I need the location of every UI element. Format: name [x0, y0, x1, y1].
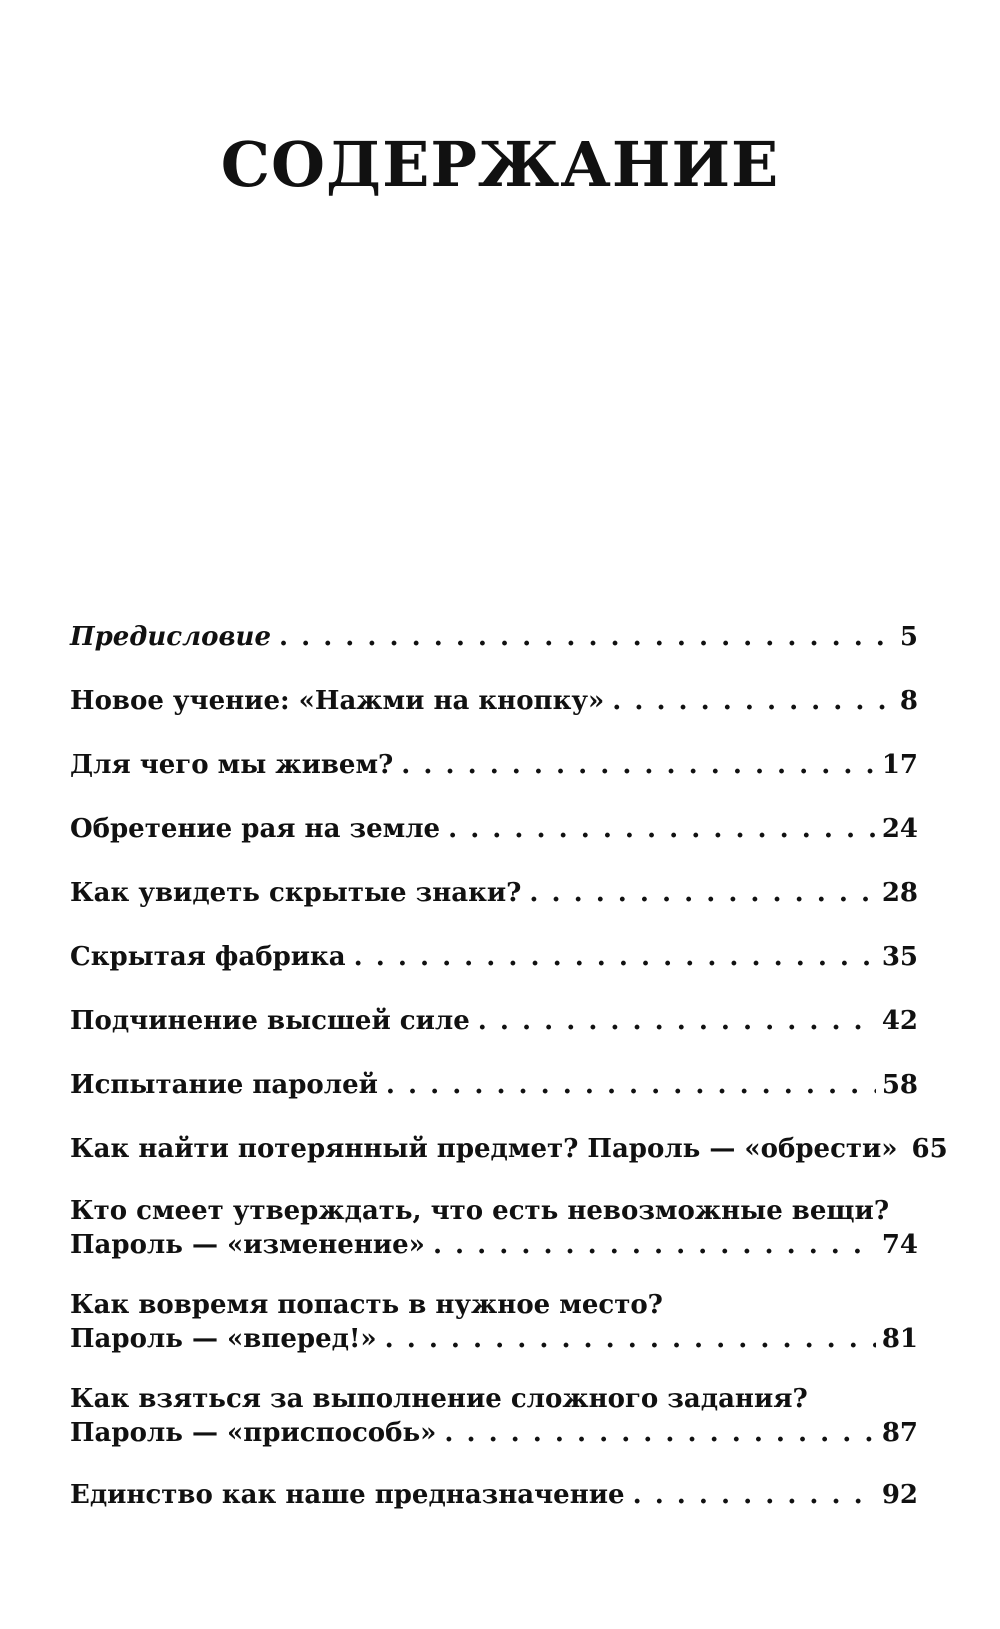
entry-title: Скрытая фабрика — [70, 942, 346, 972]
entry-page-number: 81 — [881, 1324, 918, 1354]
entry-title-first-line: Как взяться за выполнение сложного задания? — [70, 1384, 808, 1414]
entry-page-number: 58 — [881, 1070, 918, 1100]
entry-page-number: 42 — [881, 1006, 918, 1036]
entry-page-number: 8 — [899, 686, 918, 716]
entry-page-number: 65 — [911, 1134, 948, 1164]
dot-leader — [401, 748, 876, 782]
entry-title: Как увидеть скрытые знаки? — [70, 878, 522, 908]
entry-page-number: 24 — [881, 814, 918, 844]
dot-leader — [633, 1478, 876, 1512]
entry-page-number: 87 — [881, 1418, 918, 1448]
toc-entry[interactable] — [70, 1004, 918, 1038]
toc-entry[interactable] — [70, 684, 918, 718]
dot-leader — [386, 1068, 876, 1102]
entry-title: Новое учение: «Нажми на кнопку» — [70, 686, 605, 716]
toc-entry[interactable] — [70, 1194, 918, 1262]
entry-title: Пароль — «вперед!» — [70, 1324, 377, 1354]
entry-page-number: 17 — [881, 750, 918, 780]
entry-page-number: 74 — [881, 1230, 918, 1260]
entry-title: Единство как наше предназначение — [70, 1480, 625, 1510]
toc-entry[interactable] — [70, 876, 918, 910]
entry-title: Пароль — «изменение» — [70, 1230, 425, 1260]
toc-entry[interactable] — [70, 1288, 918, 1356]
toc-entry[interactable] — [70, 1382, 918, 1450]
toc-entry[interactable] — [70, 1068, 918, 1102]
entry-page-number: 28 — [881, 878, 918, 908]
dot-leader — [478, 1004, 876, 1038]
entry-title: Обретение рая на земле — [70, 814, 441, 844]
entry-page-number: 5 — [899, 622, 918, 652]
toc-entry[interactable] — [70, 748, 918, 782]
dot-leader — [444, 1416, 875, 1450]
entry-title: Предисловие — [70, 622, 271, 652]
toc-entry-preface[interactable] — [70, 620, 918, 654]
toc-entry[interactable] — [70, 940, 918, 974]
page-title: СОДЕРЖАНИЕ — [220, 128, 780, 201]
toc-entry[interactable] — [70, 1478, 918, 1512]
entry-title: Как найти потерянный предмет? Пароль — «обрести» — [70, 1134, 898, 1164]
entry-title: Для чего мы живем? — [70, 750, 394, 780]
dot-leader — [354, 940, 876, 974]
dot-leader — [385, 1322, 876, 1356]
toc-entry[interactable] — [70, 1132, 948, 1166]
dot-leader — [433, 1228, 876, 1262]
entry-title: Пароль — «приспособь» — [70, 1418, 437, 1448]
entry-page-number: 92 — [881, 1480, 918, 1510]
entry-page-number: 35 — [881, 942, 918, 972]
entry-title-first-line: Кто смеет утверждать, что есть невозможные вещи? — [70, 1196, 890, 1226]
toc-entry[interactable] — [70, 812, 918, 846]
entry-title: Подчинение высшей силе — [70, 1006, 470, 1036]
entry-title-first-line: Как вовремя попасть в нужное место? — [70, 1290, 663, 1320]
entry-title: Испытание паролей — [70, 1070, 378, 1100]
dot-leader — [448, 812, 876, 846]
dot-leader — [529, 876, 875, 910]
dot-leader — [279, 620, 894, 654]
dot-leader — [612, 684, 894, 718]
